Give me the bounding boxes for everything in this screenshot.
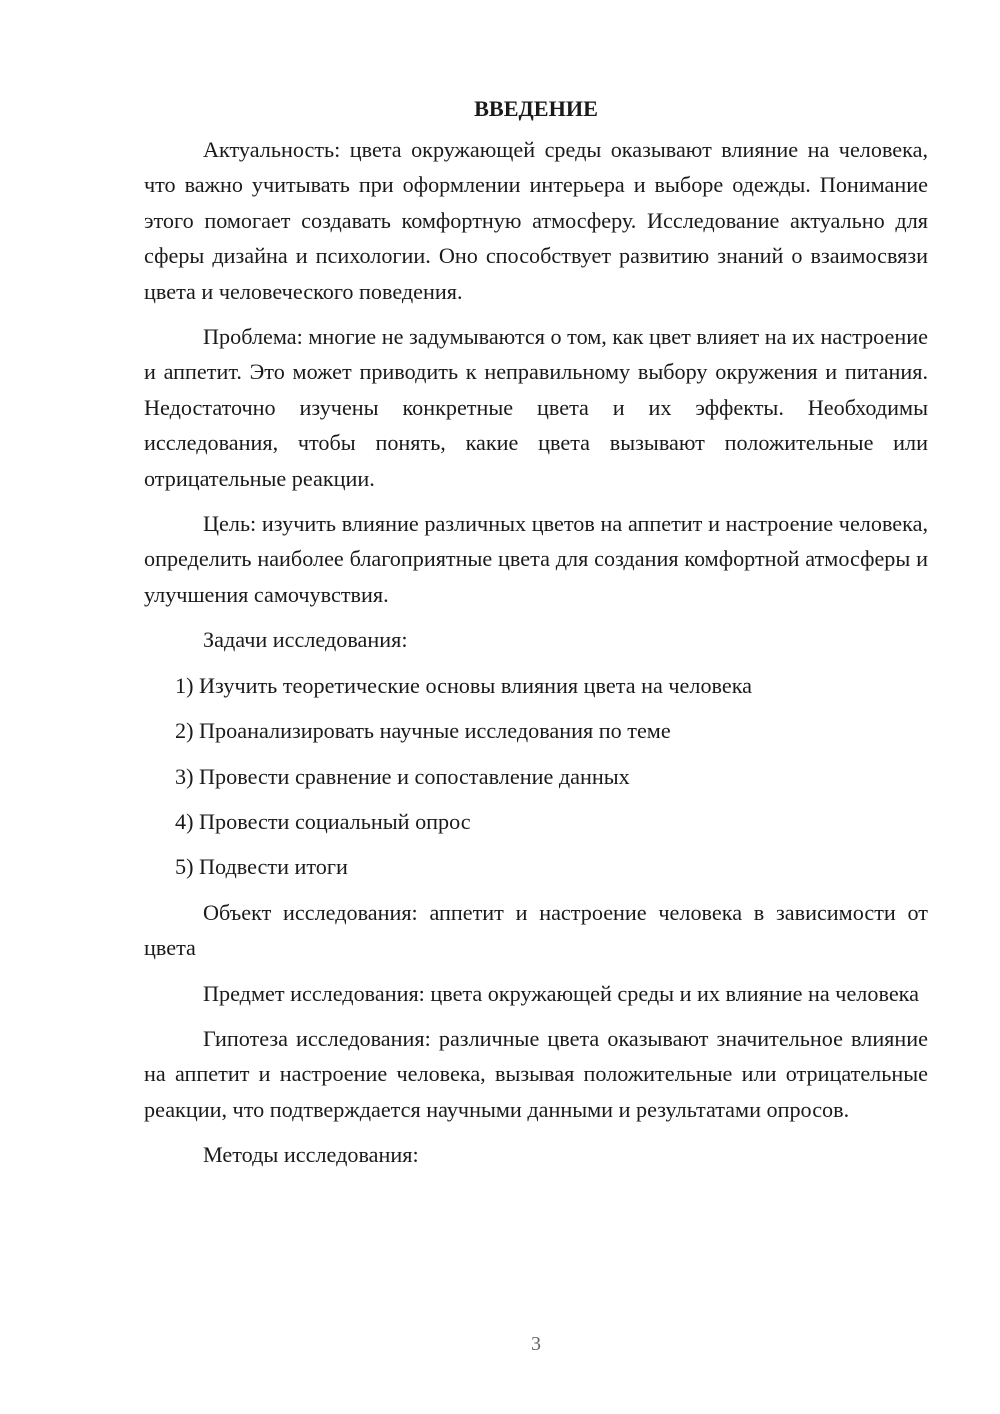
task-item: 2) Проанализировать научные исследования по теме [175,718,671,744]
tasks-list [144,668,928,885]
task-item: 3) Провести сравнение и сопоставление данных [175,763,630,789]
tasks-label: Задачи исследования: [203,627,408,653]
document-page [144,92,928,1183]
page-number: 3 [531,1333,541,1355]
task-item: 1) Изучить теоретические основы влияния цвета на человека [175,672,753,698]
section-heading: ВВЕДЕНИЕ [474,96,598,121]
goal-paragraph: Цель: изучить влияние различных цветов на аппетит и настроение человека, определить наиболее благоприятные цвета для создания комфортной атмосферы и улучшения самочувствия. [144,511,928,607]
task-item: 5) Подвести итоги [175,854,348,880]
subject-paragraph: Предмет исследования: цвета окружающей среды и их влияние на человека [203,980,919,1006]
problem-paragraph: Проблема: многие не задумываются о том, как цвет влияет на их настроение и аппетит. Это может приводить к неправильному выбору окружения и питания. Недостаточно изучены конкретные цвета и их эффекты. Необходимы исследования, чтобы понять, какие цвета вызывают положительные или отрицательные реакции. [144,324,928,491]
task-item: 4) Провести социальный опрос [175,808,471,834]
relevance-paragraph: Актуальность: цвета окружающей среды оказывают влияние на человека, что важно учитывать при оформлении интерьера и выборе одежды. Понимание этого помогает создавать комфортную атмосферу. Исследование актуально для сферы дизайна и психологии. Оно способствует развитию знаний о взаимосвязи цвета и человеческого поведения. [144,137,928,304]
object-paragraph: Объект исследования: аппетит и настроение человека в зависимости от цвета [144,899,928,961]
hypothesis-paragraph: Гипотеза исследования: различные цвета оказывают значительное влияние на аппетит и настроение человека, вызывая положительные или отрицательные реакции, что подтверждается научными данными и результатами опросов. [144,1025,928,1122]
methods-label: Методы исследования: [203,1142,419,1168]
